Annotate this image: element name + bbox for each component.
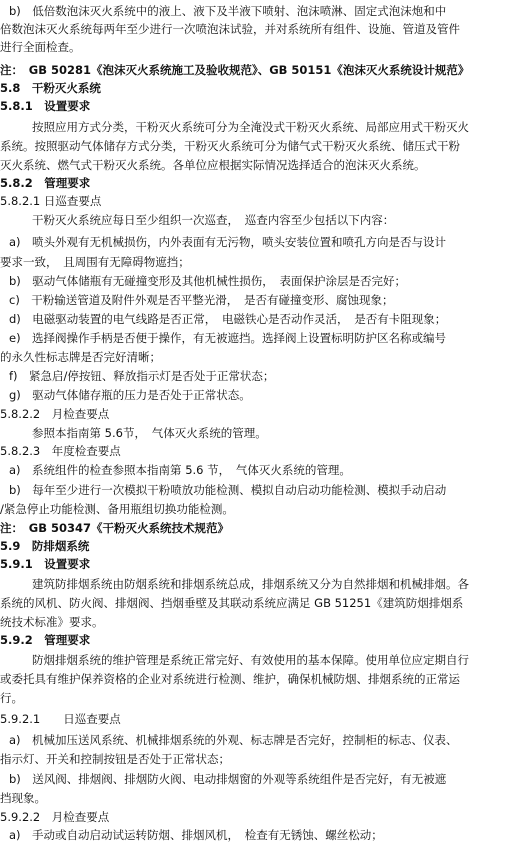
text-line: f) 紧急启/停按钮、释放指示灯是否处于正常状态； bbox=[9, 369, 275, 383]
text-line: c) 干粉输送管道及附件外观是否平整光滑， 是否有碰撞变形、腐蚀现象； bbox=[9, 293, 394, 307]
heading-line: 5.9 防排烟系统 bbox=[0, 539, 90, 553]
text-line: a) 机械加压送风系统、机械排烟系统的外观、标志牌是否完好，控制柜的标志、仪表、 bbox=[9, 733, 458, 747]
text-line: 防烟排烟系统的维护管理是系统正常完好、有效使用的基本保障。使用单位应定期自行 bbox=[32, 653, 469, 667]
heading-line: 5.8 干粉灭火系统 bbox=[0, 81, 101, 95]
text-line: 建筑防排烟系统由防烟系统和排烟系统总成，排烟系统又分为自然排烟和机械排烟。各 bbox=[32, 577, 469, 591]
text-line: 指示灯、开关和控制按钮是否处于正常状态； bbox=[0, 752, 230, 766]
text-line: 干粉灭火系统应每日至少组织一次巡查， 巡查内容至少包括以下内容： bbox=[32, 213, 395, 227]
text-line: 灭火系统、燃气式干粉灭火系统。各单位应根据实际情况选择适合的泡沫灭火系统。 bbox=[0, 158, 426, 172]
text-line: 5.9.2.1 日巡查要点 bbox=[0, 712, 121, 726]
text-line: 5.9.2.2 月检查要点 bbox=[0, 810, 110, 824]
text-line: 5.8.2.3 年度检查要点 bbox=[0, 444, 121, 458]
heading-line: 5.9.2 管理要求 bbox=[0, 633, 91, 647]
heading-line: 注： GB 50347《干粉灭火系统技术规范》 bbox=[0, 521, 229, 535]
text-line: d) 电磁驱动装置的电气线路是否正常， 电磁铁心是否动作灵活， 是否有卡阻现象； bbox=[9, 312, 447, 326]
text-line: b) 低倍数泡沫灭火系统中的液上、液下及半液下喷射、泡沫喷淋、固定式泡沫炮和中 bbox=[9, 4, 447, 18]
text-line: 要求一致， 且周围有无障碍物遮挡； bbox=[0, 255, 190, 269]
text-line: a) 喷头外观有无机械损伤，内外表面有无污物，喷头安装位置和喷孔方向是否与设计 bbox=[9, 235, 447, 249]
text-line: 倍数泡沫灭火系统每两年至少进行一次喷泡沫试验，并对系统所有组件、设施、管道及管件 bbox=[0, 22, 460, 36]
text-line: 系统。按照驱动气体储存方式分类，干粉灭火系统可分为储气式干粉灭火系统、储压式干粉 bbox=[0, 139, 460, 153]
text-line: 5.8.2.2 月检查要点 bbox=[0, 407, 110, 421]
text-line: b) 送风阀、排烟阀、排烟防火阀、电动排烟窗的外观等系统组件是否完好，有无被遮 bbox=[9, 772, 447, 786]
heading-line: 5.8.1 设置要求 bbox=[0, 99, 91, 113]
text-line: 挡现象。 bbox=[0, 791, 46, 805]
text-line: a) 系统组件的检查参照本指南第 5.6 节， 气体灭火系统的管理。 bbox=[9, 463, 351, 477]
text-line: a) 手动或自动启动试运转防烟、排烟风机， 检查有无锈蚀、螺丝松动； bbox=[9, 828, 383, 842]
text-line: 5.8.2.1 日巡查要点 bbox=[0, 194, 102, 208]
text-line: 或委托具有维护保养资格的企业对系统进行检测、维护，确保机械防烟、排烟系统的正常运 bbox=[0, 672, 460, 686]
heading-line: 5.9.1 设置要求 bbox=[0, 557, 91, 571]
text-line: 参照本指南第 5.6节， 气体灭火系统的管理。 bbox=[32, 426, 267, 440]
text-line: b) 每年至少进行一次模拟干粉喷放功能检测、模拟自动启动功能检测、模拟手动启动 bbox=[9, 483, 447, 497]
text-line: /紧急停止功能检测、备用瓶组切换功能检测。 bbox=[0, 502, 234, 516]
text-line: 按照应用方式分类，干粉灭火系统可分为全淹没式干粉灭火系统、局部应用式干粉灭火 bbox=[32, 120, 469, 134]
text-line: g) 驱动气体储存瓶的压力是否处于正常状态。 bbox=[9, 388, 251, 402]
text-line: 系统的风机、防火阀、排烟阀、挡烟垂壁及其联动系统应满足 GB 51251《建筑防烟排烟系 bbox=[0, 596, 464, 610]
text-line: 统技术标准》要求。 bbox=[0, 615, 104, 629]
heading-line: 注： GB 50281《泡沫灭火系统施工及验收规范》、GB 50151《泡沫灭火系统设计规范》 bbox=[0, 63, 470, 77]
text-line: 进行全面检查。 bbox=[0, 40, 81, 54]
text-line: b) 驱动气体储瓶有无碰撞变形及其他机械性损伤， 表面保护涂层是否完好； bbox=[9, 274, 407, 288]
text-line: 的永久性标志牌是否完好清晰； bbox=[0, 350, 161, 364]
text-line: 行。 bbox=[0, 691, 23, 705]
text-line: e) 选择阀操作手柄是否便于操作，有无被遮挡。选择阀上设置标明防护区名称或编号 bbox=[9, 331, 447, 345]
heading-line: 5.8.2 管理要求 bbox=[0, 176, 91, 190]
